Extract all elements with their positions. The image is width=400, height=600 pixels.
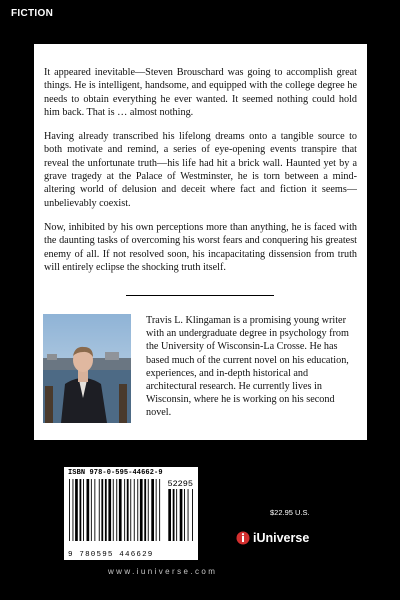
barcode-icon: [69, 479, 193, 549]
genre-label: FICTION: [11, 8, 54, 19]
divider-rule: [126, 295, 274, 296]
publisher-url: www.iuniverse.com: [108, 567, 218, 576]
synopsis-paragraph-3: Now, inhibited by his own perceptions more than anything, he is faced with the daunting tasks of overcoming his worst fears and conquering his greatest enemy of all. If not resolved soon, his incapacitating dissension from truth will entirely eclipse the shocking truth itself.: [44, 221, 357, 273]
synopsis-paragraph-1: It appeared inevitable—Steven Brouschard was going to accomplish great things. He is intelligent, handsome, and equipped with the college degree he needs to obtain everything he ever wanted. It seemed nothing could hold him back. That is … almost nothing.: [44, 67, 357, 118]
isbn-label: ISBN 978-0-595-44662-9: [68, 469, 163, 477]
retail-price: $22.95 U.S.: [270, 508, 310, 517]
author-photo: [43, 314, 131, 423]
publisher-mark-icon: [236, 531, 250, 545]
back-cover-panel: [34, 44, 367, 440]
isbn-digits: 9 780595 446629: [68, 551, 154, 559]
barcode-box: [64, 467, 198, 560]
publisher-logo: [236, 531, 309, 545]
author-bio: Travis L. Klingaman is a promising young writer with an undergraduate degree in psychology from the University of Wisconsin-La Crosse. He has based much of the current novel on his education, experiences, and in-depth historical and architectural research. He currently lives in Wisconsin, where he is working on his second novel.: [146, 315, 349, 419]
price-code: 52295: [167, 479, 193, 489]
publisher-name: iUniverse: [253, 531, 310, 545]
synopsis: [44, 66, 357, 285]
synopsis-paragraph-2: Having already transcribed his lifelong dreams onto a tangible source to both motivate and remind, a series of eye-opening events transpire that reveal the unfortunate truth—his life had hit a brick wall. Haunted yet by a grave tragedy at the Palace of Westminster, he is torn between a mind-altering world of delusion and deceit where fact and fiction it seems—unbelievably coexist.: [44, 131, 357, 209]
